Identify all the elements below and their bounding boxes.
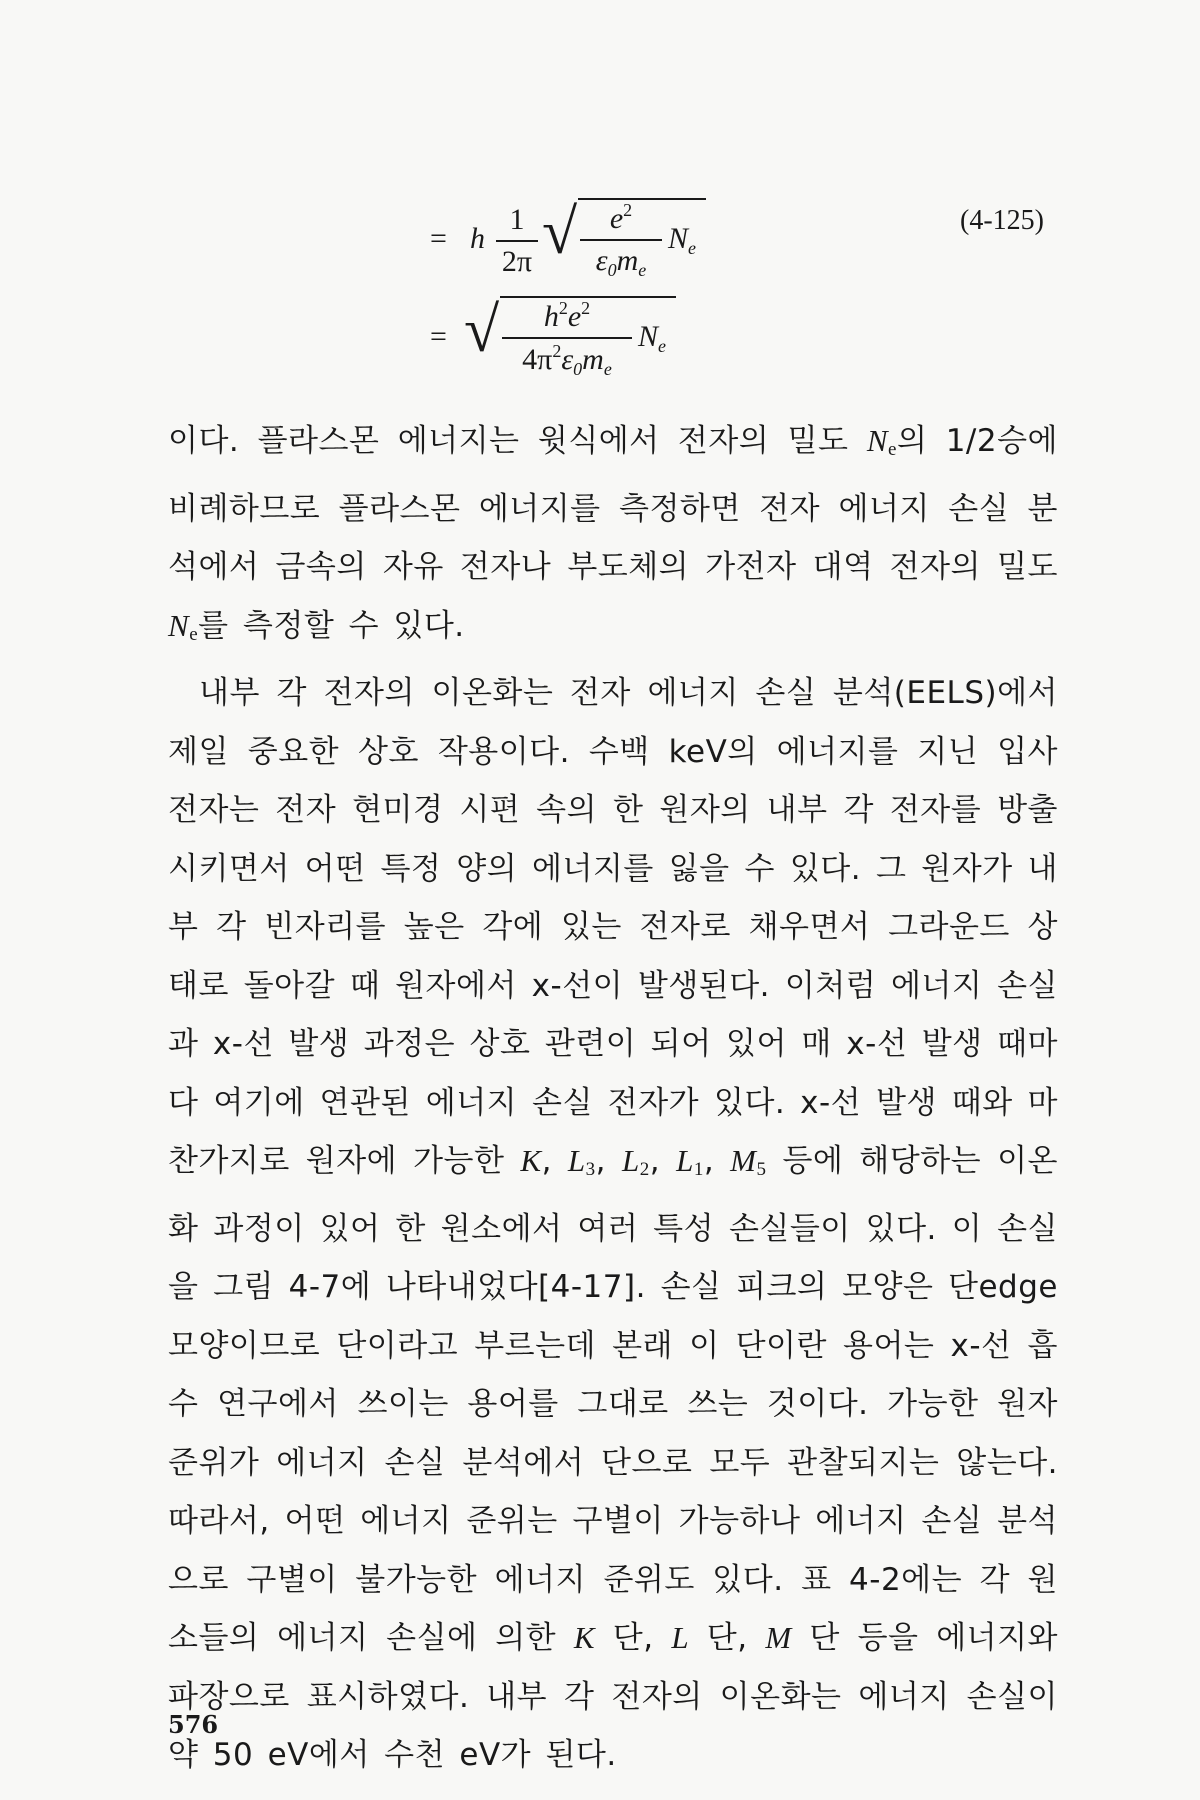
fraction-one-over-two-pi: 1 2π xyxy=(496,202,538,280)
paragraph-inner-shell-ionization: 내부 각 전자의 이온화는 전자 에너지 손실 분석(EELS)에서 제일 중요한 상호 작용이다. 수백 keV의 에너지를 지닌 입사 전자는 전자 현미경 시편 속의 한 원자의 내부 각 전자를 방출시키면서 어떤 특정 양의 에너지를 잃을 수 있다. 그 원자가 내부 각 빈자리를 높은 각에 있는 전자로 채우면서 그라운드 상태로 돌아갈 때 원자에서 x-선이 발생된다. 이처럼 에너지 손실과 x-선 발생 과정은 상호 관련이 되어 있어 매 x-선 발생 때마다 여기에 연관된 에너지 손실 전자가 있다. x-선 발생 때와 마찬가지로 원자에 가능한 K, L3, L2, L1, M5 등에 해당하는 이온화 과정이 있어 한 원소에서 여러 특성 손실들이 있다. 이 손실을 그림 4-7에 나타내었다[4-17]. 손실 피크의 모양은 단edge 모양이므로 단이라고 부르는데 본래 이 단이란 용어는 x-선 흡수 연구에서 쓰이는 용어를 그대로 쓰는 것이다. 가능한 원자 준위가 에너지 손실 분석에서 단으로 모두 관찰되지는 않는다. 따라서, 어떤 에너지 준위는 구별이 가능하나 에너지 손실 분석으로 구별이 불가능한 에너지 준위도 있다. 표 4-2에는 각 원소들의 에너지 손실에 의한 K 단, L 단, M 단 등을 에너지와 파장으로 표시하였다. 내부 각 전자의 이온화는 에너지 손실이 약 50 eV에서 수천 eV가 된다. xyxy=(168,675,1058,1773)
electron-density-symbol: $N_e$ xyxy=(638,320,667,356)
page-number: 576 xyxy=(168,1710,219,1739)
equals-sign: = xyxy=(430,222,447,255)
equals-sign: = xyxy=(430,320,447,353)
sqrt-symbol: √ xyxy=(464,294,500,365)
planck-h: h xyxy=(470,222,485,255)
equation-number: (4-125) xyxy=(960,205,1044,236)
fraction-h2e2-over-4pi2-eps0-me: $h^2e^2$ $4\pi^2\varepsilon_0m_e$ xyxy=(502,298,632,381)
body-text xyxy=(168,412,1058,1785)
sqrt-symbol: √ xyxy=(542,196,578,267)
electron-density-symbol: $N_e$ xyxy=(668,222,697,258)
paragraph-plasmon: 이다. 플라스몬 에너지는 윗식에서 전자의 밀도 Ne의 1/2승에 비례하므로 플라스몬 에너지를 측정하면 전자 에너지 손실 분석에서 금속의 자유 전자나 부도체의 가전자 대역 전자의 밀도 Ne를 측정할 수 있다. xyxy=(168,423,1058,645)
fraction-e2-over-eps0-me: $e^2$ $\varepsilon_0m_e$ xyxy=(580,200,662,282)
